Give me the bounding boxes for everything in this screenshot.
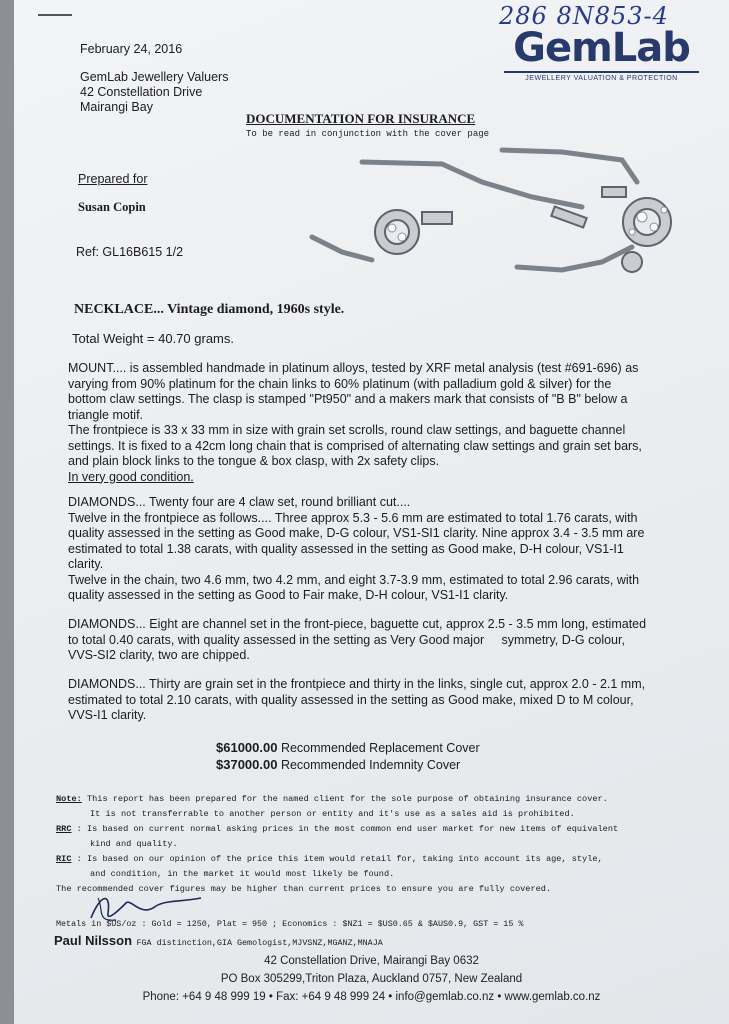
diamonds-line: quality assessed in the setting as Good to Fair make, D-H colour, VS1-I1 clarity. [68, 588, 509, 602]
note-line [56, 837, 676, 852]
letter-date: February 24, 2016 [80, 42, 183, 56]
total-weight: Total Weight = 40.70 grams. [72, 331, 234, 346]
sender-street: 42 Constellation Drive [80, 85, 203, 99]
logo-wordmark: GemLab [513, 25, 690, 71]
diamonds-line: estimated to total 2.10 carats, with quality assessed in the setting as Good make, mixed D to M colour, [68, 692, 634, 707]
mount-line: The frontpiece is 33 x 33 mm in size with grain set scrolls, round claw settings, and baguette channel [68, 423, 626, 437]
note-text: : Is based on current normal asking prices in the most common end user market for new items of equivalent [76, 824, 619, 834]
diamonds-baguette-section [68, 617, 658, 664]
note-text: The recommended cover figures may be higher than current prices to ensure you are fully covered. [56, 884, 552, 894]
diamonds-line: to total 0.40 carats, with quality assessed in the setting as Very Good major symmetry, D-G colour, [68, 632, 625, 647]
indemnity-cover [216, 757, 460, 772]
prepared-for-label: Prepared for [78, 172, 148, 186]
client-name: Susan Copin [78, 200, 146, 214]
necklace-photo [302, 142, 712, 282]
diamonds-line: DIAMONDS... Twenty four are 4 claw set, round brilliant cut.... [68, 495, 411, 509]
indemnity-amount: $37000.00 [216, 757, 278, 772]
note-line [56, 867, 676, 882]
note-text: This report has been prepared for the named client for the sole purpose of obtaining insurance cover. [86, 794, 608, 804]
sender-suburb: Mairangi Bay [80, 100, 153, 114]
reference-number: Ref: GL16B615 1/2 [76, 245, 184, 259]
note-line [56, 852, 676, 867]
signatory-block [54, 932, 383, 950]
condition-note: In very good condition. [68, 469, 194, 484]
diamonds-line: VVS-SI2 clarity, two are chipped. [68, 648, 250, 662]
mount-line: triangle motif. [68, 407, 144, 422]
note-text: kind and quality. [90, 839, 178, 849]
diamonds-line: VVS-I1 clarity. [68, 708, 147, 722]
indemnity-label: Recommended Indemnity Cover [280, 758, 461, 772]
diamonds-line: DIAMONDS... Thirty are grain set in the frontpiece and thirty in the links, single cut, approx 2.0 - 2.1 mm, [68, 677, 646, 691]
document-title: DOCUMENTATION FOR INSURANCE [246, 111, 476, 126]
diamonds-line: clarity. [68, 557, 104, 571]
corner-mark [38, 14, 72, 16]
mount-line: and plain block links to the tongue & box clasp, with 2x safety clips. [68, 454, 440, 468]
gemlab-logo [494, 25, 709, 82]
diamonds-line: Twelve in the frontpiece as follows.... Three approx 5.3 - 5.6 mm are estimated to total 1.76 carats, with [68, 510, 638, 525]
mount-line: varying from 90% platinum for the chain links to 60% platinum (with palladium gold & silver) for the [68, 376, 612, 391]
sender-name: GemLab Jewellery Valuers [80, 70, 229, 84]
handwritten-reference: 286 8N853-4 [499, 2, 669, 30]
logo-rule [504, 71, 699, 73]
note-label: Note: [56, 794, 82, 804]
item-heading: NECKLACE... Vintage diamond, 1960s style. [74, 302, 345, 317]
note-text: and condition, in the market it would most likely be found. [90, 869, 395, 879]
mount-description [68, 361, 658, 485]
replacement-amount: $61000.00 [216, 740, 278, 755]
diamonds-single-cut-section [68, 677, 658, 724]
logo-tagline: JEWELLERY VALUATION & PROTECTION [525, 75, 678, 82]
diamonds-line: estimated to total 1.38 carats, with quality assessed in the setting as Good make, D-H colour, VS1-I1 [68, 541, 624, 556]
note-text: It is not transferrable to another person or entity and it's use as a sales aid is prohibited. [90, 809, 575, 819]
note-line [56, 807, 676, 822]
diamonds-round-section [68, 495, 658, 604]
diamonds-line: DIAMONDS... Eight are channel set in the front-piece, baguette cut, approx 2.5 - 3.5 mm long, estimated [68, 617, 647, 631]
document-subtitle: To be read in conjunction with the cover page [246, 129, 490, 139]
note-label: RRC [56, 824, 72, 834]
footer-address: 42 Constellation Drive, Mairangi Bay 0632 [264, 955, 479, 967]
footer-po-box: PO Box 305299,Triton Plaza, Auckland 0757, New Zealand [220, 973, 523, 985]
replacement-label: Recommended Replacement Cover [280, 741, 480, 755]
insurance-document-page [14, 0, 729, 1024]
footer-contact: Phone: +64 9 48 999 19 • Fax: +64 9 48 999 24 • info@gemlab.co.nz • www.gemlab.co.nz [142, 991, 601, 1003]
notes-section [56, 792, 676, 897]
mount-line: MOUNT.... is assembled handmade in platinum alloys, tested by XRF metal analysis (test #691-696) as [68, 361, 639, 375]
diamonds-line: Twelve in the chain, two 4.6 mm, two 4.2 mm, and eight 3.7-3.9 mm, estimated to total 2.96 carats, with [68, 572, 640, 587]
metals-economics-line: Metals in $US/oz : Gold = 1250, Plat = 950 ; Economics : $NZ1 = $US0.65 & $AUS0.9, GST = 15 % [56, 919, 524, 929]
note-line [56, 792, 676, 807]
mount-line: settings. It is fixed to a 42cm long chain that is comprised of alternating claw settings and grain set bars, [68, 438, 642, 453]
replacement-cover [216, 740, 480, 755]
diamonds-line: quality assessed in the setting as Good make, D-G colour, VS1-SI1 clarity. Nine approx 3.4 - 3.5 mm are [68, 526, 645, 540]
signatory-name: Paul Nilsson [54, 933, 133, 948]
mount-line: bottom claw settings. The clasp is stamped "Pt950" and a makers mark that consists of "B B" below a [68, 392, 628, 406]
note-text: : Is based on our opinion of the price this item would retail for, taking into account its age, style, [76, 854, 603, 864]
signatory-credentials: FGA distinction,GIA Gemologist,MJVSNZ,MGANZ,MNAJA [136, 938, 383, 948]
note-line [56, 822, 676, 837]
note-label: RIC [56, 854, 72, 864]
